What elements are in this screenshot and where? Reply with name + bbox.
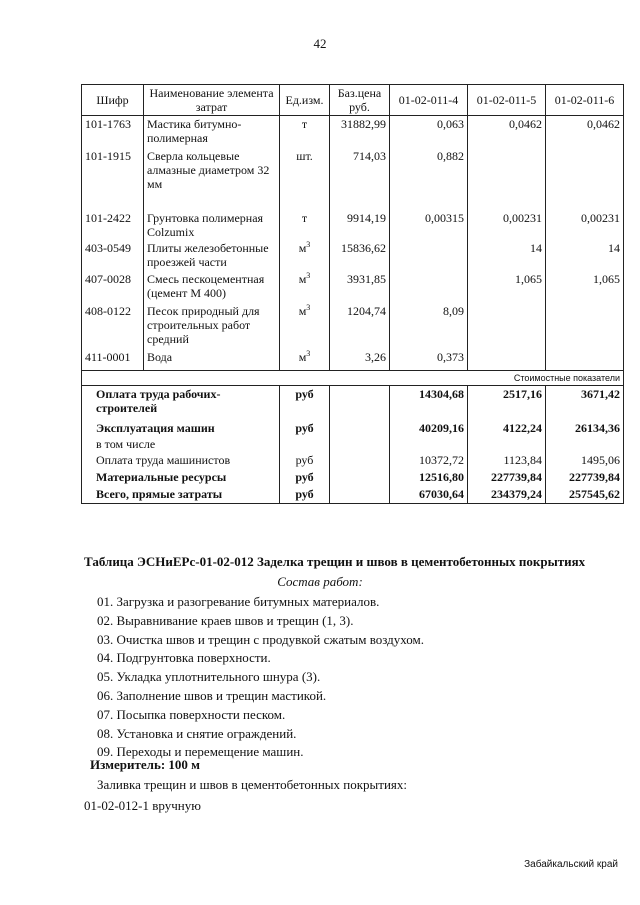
work-composition-header: Состав работ: xyxy=(277,574,363,589)
total-value-3 xyxy=(546,436,624,452)
total-value-3: 3671,42 xyxy=(546,386,624,420)
cell-unit: $м^3$ xyxy=(280,240,330,271)
cell-value-3 xyxy=(546,303,624,349)
total-price xyxy=(330,452,390,469)
cell-unit: $м^3$ xyxy=(280,349,330,371)
header-col-3: 01-02-011-6 xyxy=(546,85,624,116)
total-value-2: 2517,16 xyxy=(468,386,546,420)
work-step: 03. Очистка швов и трещин с продувкой сжатым воздухом. xyxy=(97,631,425,647)
total-price xyxy=(330,386,390,420)
cell-price: 3931,85 xyxy=(330,271,390,303)
work-step: 07. Посыпка поверхности песком. xyxy=(97,706,286,722)
total-value-1: 10372,72 xyxy=(390,452,468,469)
section-row xyxy=(82,371,624,386)
table-row xyxy=(82,210,624,240)
norm-code-line: 01-02-012-1 вручную xyxy=(84,798,201,813)
total-row xyxy=(82,452,624,469)
cell-price: 3,26 xyxy=(330,349,390,371)
cell-name: Песок природный для строительных работ средний xyxy=(144,303,280,349)
total-price xyxy=(330,469,390,486)
header-price: Баз.цена руб. xyxy=(330,85,390,116)
total-name: Оплата труда машинистов xyxy=(82,452,280,469)
total-price xyxy=(330,420,390,436)
header-name: Наименование элемента затрат xyxy=(144,85,280,116)
table-header-row xyxy=(82,85,624,116)
cell-name: Смесь пескоцементная (цемент М 400) xyxy=(144,271,280,303)
cell-value-1: 0,882 xyxy=(390,148,468,210)
total-value-2: 234379,24 xyxy=(468,486,546,504)
table-row xyxy=(82,349,624,371)
work-step: 04. Подгрунтовка поверхности. xyxy=(97,650,271,666)
total-row xyxy=(82,469,624,486)
table-row xyxy=(82,116,624,148)
work-step: 01. Загрузка и разогревание битумных материалов. xyxy=(97,594,380,609)
cell-value-3: 0,0462 xyxy=(546,116,624,148)
total-value-1: 40209,16 xyxy=(390,420,468,436)
total-value-1: 14304,68 xyxy=(390,386,468,420)
total-row xyxy=(82,386,624,420)
cell-value-1: 0,373 xyxy=(390,349,468,371)
total-name: Всего, прямые затраты xyxy=(82,486,280,504)
cell-code: 101-2422 xyxy=(82,210,144,240)
total-value-3: 257545,62 xyxy=(546,486,624,504)
total-name: Материальные ресурсы xyxy=(82,469,280,486)
cell-value-2: 0,00231 xyxy=(468,210,546,240)
cell-code: 407-0028 xyxy=(82,271,144,303)
cell-code: 408-0122 xyxy=(82,303,144,349)
cell-code: 101-1763 xyxy=(82,116,144,148)
section-title: Таблица ЭСНиЕРс-01-02-012 Заделка трещин и швов в цементобетонных покрытиях xyxy=(84,554,586,569)
cell-value-1: 8,09 xyxy=(390,303,468,349)
total-row xyxy=(82,420,624,436)
cell-value-2: 0,0462 xyxy=(468,116,546,148)
work-step: 09. Переходы и перемещение машин. xyxy=(97,744,304,760)
cell-price: 15836,62 xyxy=(330,240,390,271)
cell-unit: $м^3$ xyxy=(280,303,330,349)
work-step: 08. Установка и снятие ограждений. xyxy=(97,725,297,741)
cell-value-3: 1,065 xyxy=(546,271,624,303)
cell-value-2: 14 xyxy=(468,240,546,271)
total-value-2 xyxy=(468,436,546,452)
cell-code: 403-0549 xyxy=(82,240,144,271)
total-name: Эксплуатация машин xyxy=(82,420,280,436)
cell-price: 31882,99 xyxy=(330,116,390,148)
cell-value-2 xyxy=(468,303,546,349)
cell-name: Сверла кольцевые алмазные диаметром 32 мм xyxy=(144,148,280,210)
work-step: 02. Выравнивание краев швов и трещин (1, 3). xyxy=(97,612,354,628)
cell-value-2 xyxy=(468,349,546,371)
cell-unit: шт. xyxy=(280,148,330,210)
total-value-1: 67030,64 xyxy=(390,486,468,504)
total-name: в том числе xyxy=(82,436,280,452)
table-row xyxy=(82,148,624,210)
total-value-1 xyxy=(390,436,468,452)
total-price xyxy=(330,436,390,452)
cell-name: Вода xyxy=(144,349,280,371)
cell-price: 714,03 xyxy=(330,148,390,210)
total-unit xyxy=(280,436,330,452)
header-col-2: 01-02-011-5 xyxy=(468,85,546,116)
total-row xyxy=(82,436,624,452)
page-number: 42 xyxy=(313,36,327,51)
fill-description: Заливка трещин и швов в цементобетонных покрытиях: xyxy=(97,777,407,792)
total-value-2: 227739,84 xyxy=(468,469,546,486)
cell-value-2: 1,065 xyxy=(468,271,546,303)
cell-value-1 xyxy=(390,240,468,271)
total-value-2: 1123,84 xyxy=(468,452,546,469)
cell-value-3 xyxy=(546,148,624,210)
total-value-2: 4122,24 xyxy=(468,420,546,436)
cell-name: Плиты железобетонные проезжей части xyxy=(144,240,280,271)
total-value-3: 26134,36 xyxy=(546,420,624,436)
table-row xyxy=(82,271,624,303)
total-name: Оплата труда рабочих-строителей xyxy=(82,386,280,420)
total-unit: руб xyxy=(280,486,330,504)
total-price xyxy=(330,486,390,504)
table-row xyxy=(82,240,624,271)
table-row xyxy=(82,303,624,349)
work-step: 05. Укладка уплотнительного шнура (3). xyxy=(97,669,321,685)
resource-cost-table xyxy=(81,84,624,504)
cell-value-1 xyxy=(390,271,468,303)
work-step: 06. Заполнение швов и трещин мастикой. xyxy=(97,688,327,703)
cell-value-3: 0,00231 xyxy=(546,210,624,240)
measure-unit: Измеритель: 100 м xyxy=(90,757,201,772)
total-unit: руб xyxy=(280,452,330,469)
total-row xyxy=(82,486,624,504)
cell-name: Мастика битумно-полимерная xyxy=(144,116,280,148)
header-unit: Ед.изм. xyxy=(280,85,330,116)
cell-value-3 xyxy=(546,349,624,371)
cell-code: 411-0001 xyxy=(82,349,144,371)
total-unit: руб xyxy=(280,469,330,486)
cell-value-3: 14 xyxy=(546,240,624,271)
cell-unit: т xyxy=(280,116,330,148)
cell-value-1: 0,063 xyxy=(390,116,468,148)
cell-value-1: 0,00315 xyxy=(390,210,468,240)
total-value-3: 227739,84 xyxy=(546,469,624,486)
cell-price: 9914,19 xyxy=(330,210,390,240)
total-value-1: 12516,80 xyxy=(390,469,468,486)
total-unit: руб xyxy=(280,420,330,436)
cell-code: 101-1915 xyxy=(82,148,144,210)
cell-unit: $м^3$ xyxy=(280,271,330,303)
section-label: Стоимостные показатели xyxy=(82,371,624,386)
header-col-1: 01-02-011-4 xyxy=(390,85,468,116)
cell-price: 1204,74 xyxy=(330,303,390,349)
cell-value-2 xyxy=(468,148,546,210)
cell-name: Грунтовка полимерная Colzumix xyxy=(144,210,280,240)
cell-unit: т xyxy=(280,210,330,240)
total-unit: руб xyxy=(280,386,330,420)
total-value-3: 1495,06 xyxy=(546,452,624,469)
footer-region: Забайкальский край xyxy=(524,859,618,870)
header-code: Шифр xyxy=(82,85,144,116)
